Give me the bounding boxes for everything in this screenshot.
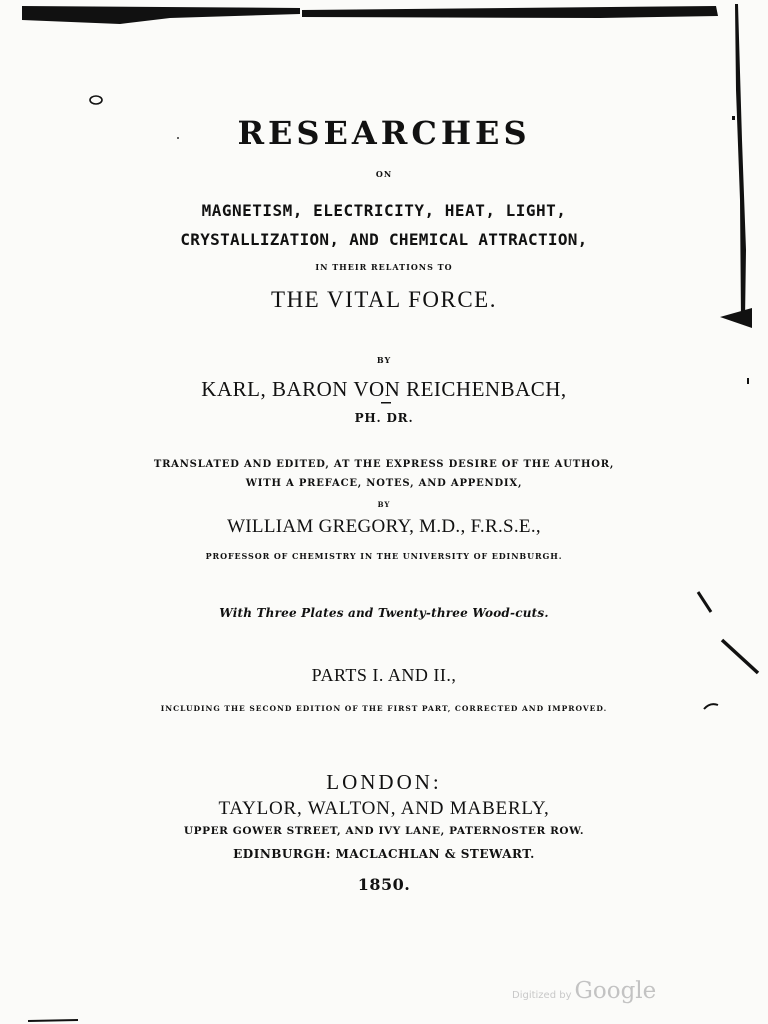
plates-line: With Three Plates and Twenty-three Wood-cuts. bbox=[219, 606, 549, 620]
stray-circle-mark bbox=[90, 96, 102, 104]
vital-force-heading: THE VITAL FORCE. bbox=[271, 287, 497, 312]
publication-year: 1850. bbox=[357, 875, 411, 894]
translator-name: WILLIAM GREGORY, M.D., F.R.S.E., bbox=[227, 516, 541, 537]
book-title: RESEARCHES bbox=[237, 114, 531, 152]
author-degree: PH. DR. bbox=[354, 411, 414, 425]
google-logo: Google bbox=[574, 978, 657, 1004]
right-vertical-edge bbox=[735, 4, 746, 320]
parts-heading: PARTS I. AND II., bbox=[311, 665, 457, 685]
translated-line-2: WITH A PREFACE, NOTES, AND APPENDIX, bbox=[245, 478, 523, 489]
publisher-address: UPPER GOWER STREET, AND IVY LANE, PATERNOSTER ROW. bbox=[183, 825, 585, 837]
relations-line: IN THEIR RELATIONS TO bbox=[315, 262, 453, 272]
top-right-edge-mark bbox=[302, 6, 718, 18]
underline-under-r bbox=[381, 402, 391, 404]
digitized-by-text: Digitized by bbox=[512, 990, 572, 1001]
publisher-name: TAYLOR, WALTON, AND MABERLY, bbox=[218, 798, 550, 819]
bottom-left-edge-mark bbox=[28, 1020, 78, 1021]
author-name: KARL, BARON VON REICHENBACH, bbox=[201, 377, 567, 401]
by-word-1: BY bbox=[376, 355, 392, 365]
by-word-2: BY bbox=[377, 500, 391, 509]
google-watermark bbox=[512, 978, 656, 1004]
including-line: INCLUDING THE SECOND EDITION OF THE FIRST PART, CORRECTED AND IMPROVED. bbox=[160, 704, 608, 713]
edinburgh-line: EDINBURGH: MACLACHLAN & STEWART. bbox=[233, 847, 535, 861]
on-word: ON bbox=[375, 169, 393, 179]
top-left-edge-mark bbox=[22, 6, 300, 24]
translated-line-1: TRANSLATED AND EDITED, AT THE EXPRESS DESIRE OF THE AUTHOR, bbox=[153, 459, 615, 470]
city-london: LONDON: bbox=[326, 770, 442, 794]
subjects-line-2: CRYSTALLIZATION, AND CHEMICAL ATTRACTION, bbox=[180, 230, 588, 249]
subjects-line-1: MAGNETISM, ELECTRICITY, HEAT, LIGHT, bbox=[201, 201, 567, 220]
translator-title: PROFESSOR OF CHEMISTRY IN THE UNIVERSITY OF EDINBURGH. bbox=[205, 551, 563, 561]
